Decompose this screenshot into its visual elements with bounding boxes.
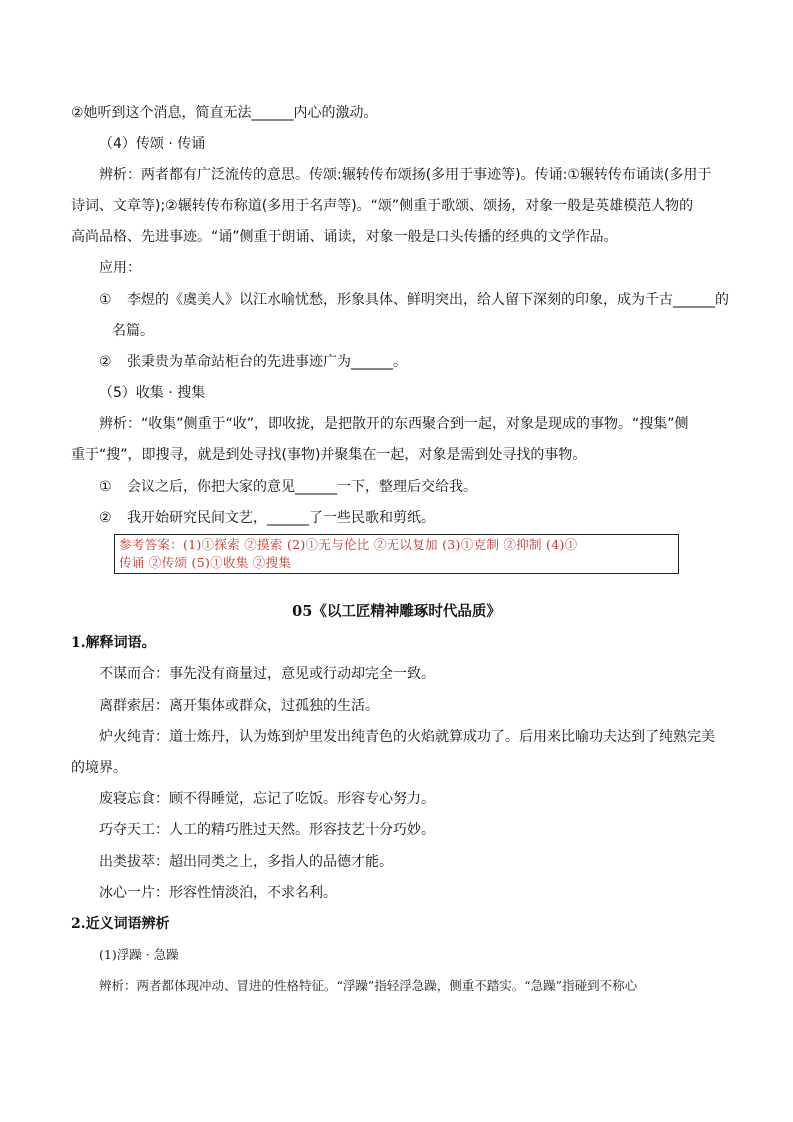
analysis-line: 诗词、文章等);②辗转传布称道(多用于名声等)。“颂”侧重于歌颂、颂扬，对象一般是英雄模范人物的	[71, 198, 694, 214]
apply-label: 应用：	[99, 260, 141, 276]
definition-item: 巧夺天工：人工的精巧胜过天然。形容技艺十分巧妙。	[99, 822, 435, 838]
definition-item: 冰心一片：形容性情淡泊，不求名利。	[99, 885, 337, 901]
definition-item: 出类拔萃：超出同类之上，多指人的品德才能。	[99, 854, 393, 870]
section-title: （4）传颂 · 传诵	[99, 136, 206, 152]
question-text: 李煜的《虞美人》以江水喻忧愁，形象具体、鲜明突出，给人留下深刻的印象，成为千古______的	[127, 292, 729, 308]
section-title: (1)浮躁 · 急躁	[99, 947, 179, 962]
question-number: ①	[99, 479, 112, 495]
answer-line: 传诵 ②传颂 (5)①收集 ②搜集	[119, 555, 292, 570]
definition-item: 不谋而合：事先没有商量过，意见或行动却完全一致。	[99, 666, 435, 682]
question-number: ②	[99, 354, 112, 370]
question-text: 张秉贵为革命站柜台的先进事迹广为______。	[127, 354, 407, 370]
section-title: （5）收集 · 搜集	[99, 385, 206, 401]
analysis-line: 重于“搜”，即搜寻，就是到处寻找(事物)并聚集在一起，对象是需到处寻找的事物。	[71, 447, 587, 463]
question-number: ①	[99, 292, 112, 308]
analysis-line: 辨析：“收集”侧重于“收”，即收拢，是把散开的东西聚合到一起，对象是现成的事物。“搜集”侧	[99, 416, 689, 432]
lesson-title: 05《以工匠精神雕琢时代品质》	[292, 603, 501, 620]
analysis-line: 高尚品格、先进事迹。“诵”侧重于朗诵、诵读，对象一般是口头传播的经典的文学作品。	[71, 229, 618, 245]
question-text: 会议之后，你把大家的意见______一下，整理后交给我。	[127, 479, 477, 495]
definition-item: 离群索居：离开集体或群众，过孤独的生活。	[99, 698, 379, 714]
question-text: 名篇。	[112, 323, 154, 339]
question-number: ②	[99, 510, 112, 526]
part-heading: 1.解释词语。	[71, 635, 156, 651]
definition-item: 炉火纯青：道士炼丹，认为炼到炉里发出纯青色的火焰就算成功了。后用来比喻功夫达到了纯熟完美	[99, 729, 715, 745]
definition-item: 的境界。	[71, 760, 127, 776]
part-heading: 2.近义词语辨析	[71, 916, 170, 932]
answer-box	[114, 534, 679, 574]
question-text: 我开始研究民间文艺，______了一些民歌和剪纸。	[127, 510, 435, 526]
analysis-line: 辨析：两者都体现冲动、冒进的性格特征。“浮躁”指轻浮急躁，侧重不踏实。“急躁”指碰到不称心	[99, 978, 638, 993]
definition-item: 废寝忘食：顾不得睡觉，忘记了吃饭。形容专心努力。	[99, 791, 435, 807]
answer-line: 参考答案：(1)①探索 ②摸索 (2)①无与伦比 ②无以复加 (3)①克制 ②抑制 (4)①	[119, 537, 578, 552]
question-text: ②她听到这个消息，简直无法______内心的激动。	[71, 105, 378, 121]
analysis-line: 辨析：两者都有广泛流传的意思。传颂:辗转传布颂扬(多用于事迹等)。传诵:①辗转传布诵读(多用于	[99, 167, 712, 183]
